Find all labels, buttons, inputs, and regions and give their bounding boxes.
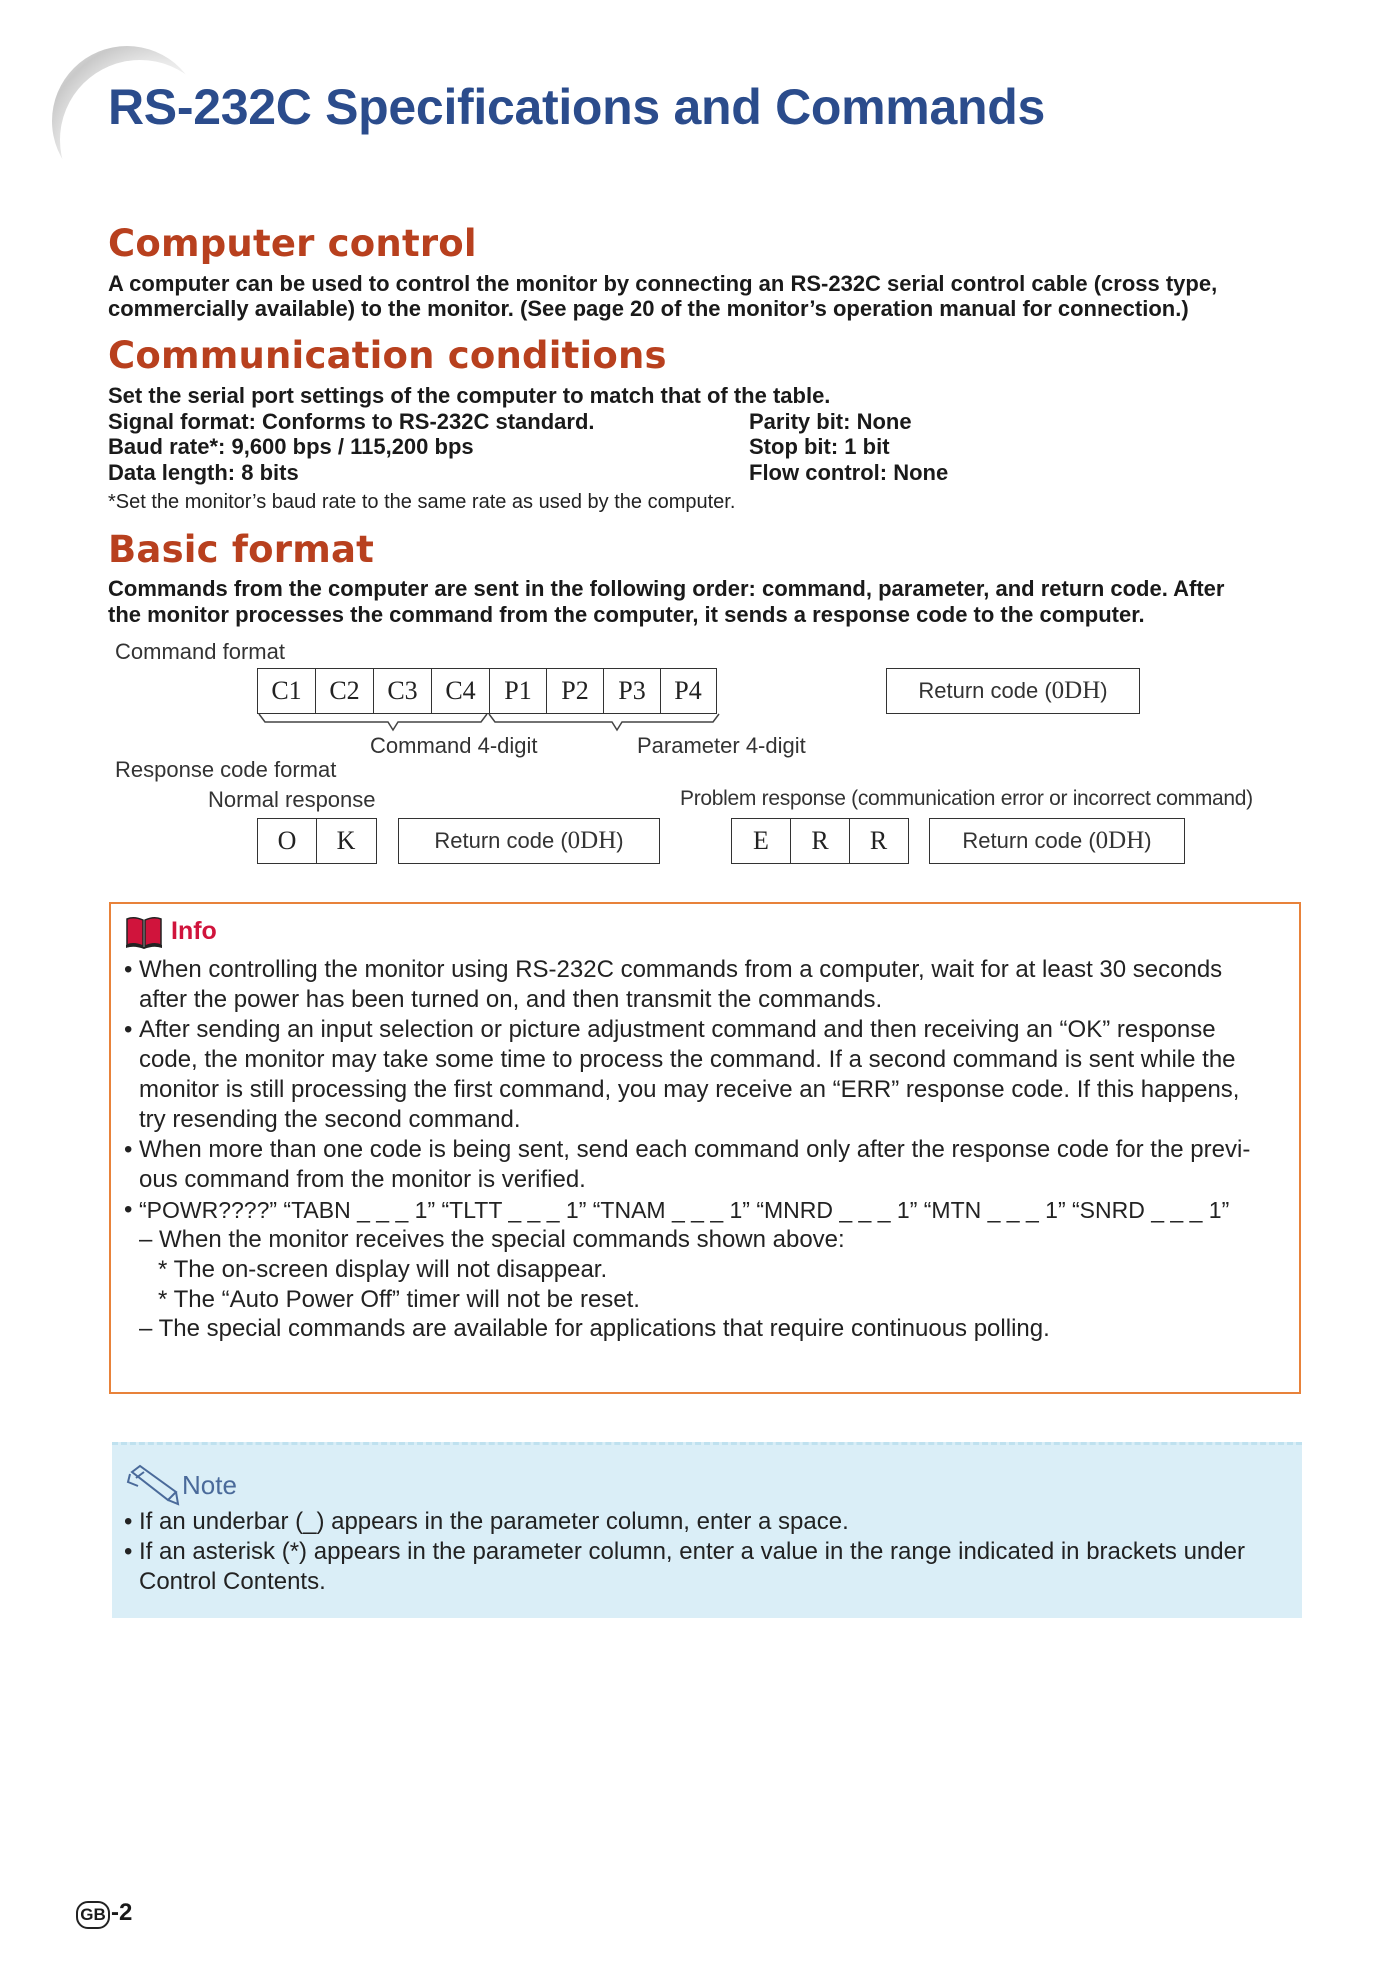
info-bullet-2-line-1: After sending an input selection or picture adjustment command and then receiving an “OK” response — [139, 1016, 1216, 1043]
page-number: -2 — [111, 1899, 133, 1926]
computer-control-text-2: commercially available) to the monitor. (See page 20 of the monitor’s operation manual for connection.) — [108, 296, 1189, 321]
return-code-prefix: Return code ( — [962, 828, 1096, 853]
problem-response-box — [731, 818, 909, 864]
info-bullet-4-line-1: “POWR????” “TABN _ _ _ 1” “TLTT _ _ _ 1” “TNAM _ _ _ 1” “MNRD _ _ _ 1” “MTN _ _ _ 1” “SNRD _ _ _ 1” — [139, 1197, 1230, 1223]
page-title: RS-232C Specifications and Commands — [108, 79, 1045, 135]
command-format-label: Command format — [115, 639, 285, 664]
region-badge: GB — [76, 1901, 110, 1929]
bullet-dot: • — [124, 1196, 133, 1223]
problem-response-label: Problem response (communication error or incorrect command) — [680, 787, 1253, 810]
response-cell: R — [869, 826, 888, 855]
note-bullet-2-line-2: Control Contents. — [139, 1568, 326, 1595]
info-sub-1b: * The “Auto Power Off” timer will not be reset. — [158, 1286, 640, 1313]
stop-bit: Stop bit: 1 bit — [749, 434, 890, 459]
book-icon — [124, 915, 164, 949]
info-bullet-2-line-3: monitor is still processing the first command, you may receive an “ERR” response code. If this happens, — [139, 1076, 1240, 1103]
response-cell: R — [791, 819, 850, 863]
info-bullet-2-line-4: try resending the second command. — [139, 1106, 521, 1133]
return-code-prefix: Return code ( — [918, 678, 1052, 703]
return-code-suffix: ) — [1144, 828, 1152, 853]
note-bullet-2-line-1: If an asterisk (*) appears in the parameter column, enter a value in the range indicated in brackets under — [139, 1538, 1245, 1565]
response-cell: O — [258, 819, 317, 863]
normal-response-label: Normal response — [208, 787, 376, 812]
command-format-box — [257, 668, 717, 714]
info-bullet-1-line-1: When controlling the monitor using RS-232C commands from a computer, wait for at least 30 seconds — [139, 956, 1223, 983]
info-title: Info — [171, 917, 217, 945]
basic-format-text-2: the monitor processes the command from the computer, it sends a response code to the computer. — [108, 602, 1145, 627]
computer-control-text-1: A computer can be used to control the monitor by connecting an RS-232C serial control cable (cross type, — [108, 271, 1218, 296]
data-length: Data length: 8 bits — [108, 460, 299, 485]
command-cell: C3 — [374, 669, 432, 713]
return-code-value: 0DH — [1095, 827, 1145, 854]
command-cell: C2 — [316, 669, 374, 713]
command-4-digit-label: Command 4-digit — [370, 733, 538, 758]
baud-footnote: *Set the monitor’s baud rate to the same rate as used by the computer. — [108, 491, 736, 513]
parameter-cell: P1 — [490, 669, 547, 713]
command-cell: C4 — [432, 669, 490, 713]
response-code-format-label: Response code format — [115, 757, 337, 782]
basic-format-heading: Basic format — [108, 528, 375, 571]
bullet-dot: • — [124, 956, 133, 983]
note-title: Note — [182, 1470, 237, 1500]
baud-rate: Baud rate*: 9,600 bps / 115,200 bps — [108, 434, 474, 459]
signal-format: Signal format: Conforms to RS-232C standard. — [108, 409, 595, 434]
response-cell: E — [732, 819, 791, 863]
command-cell: C1 — [258, 669, 316, 713]
return-code-suffix: ) — [616, 828, 624, 853]
response-cell: K — [336, 826, 356, 855]
info-bullet-1-line-2: after the power has been turned on, and then transmit the commands. — [139, 986, 883, 1013]
info-bullet-2-line-2: code, the monitor may take some time to process the command. If a second command is sent while the — [139, 1046, 1236, 1073]
info-sub-1a: * The on-screen display will not disappear. — [158, 1256, 608, 1283]
parameter-cell: P2 — [547, 669, 604, 713]
return-code-value: 0DH — [567, 827, 617, 854]
basic-format-text-1: Commands from the computer are sent in the following order: command, parameter, and return code. After — [108, 576, 1225, 601]
problem-return-code-box — [929, 818, 1185, 864]
bullet-dot: • — [124, 1538, 133, 1565]
return-code-value: 0DH — [1051, 677, 1101, 704]
info-bullet-3-line-2: ous command from the monitor is verified. — [139, 1166, 586, 1193]
parity-bit: Parity bit: None — [749, 409, 912, 434]
parameter-4-digit-label: Parameter 4-digit — [637, 733, 806, 758]
parameter-cell: P3 — [604, 669, 661, 713]
bullet-dot: • — [124, 1508, 133, 1535]
normal-response-box — [257, 818, 377, 864]
return-code-prefix: Return code ( — [434, 828, 568, 853]
communication-heading: Communication conditions — [108, 334, 667, 377]
return-code-box — [886, 668, 1140, 714]
bullet-dot: • — [124, 1136, 133, 1163]
note-bullet-1: If an underbar (_) appears in the parameter column, enter a space. — [139, 1508, 849, 1535]
bullet-dot: • — [124, 1016, 133, 1043]
communication-intro: Set the serial port settings of the computer to match that of the table. — [108, 383, 831, 408]
normal-return-code-box — [398, 818, 660, 864]
pencil-icon — [126, 1462, 182, 1506]
flow-control: Flow control: None — [749, 460, 949, 485]
computer-control-heading: Computer control — [108, 222, 477, 265]
info-sub-2: – The special commands are available for applications that require continuous polling. — [139, 1315, 1050, 1342]
parameter-cell: P4 — [674, 676, 702, 705]
return-code-suffix: ) — [1100, 678, 1108, 703]
info-sub-1: – When the monitor receives the special commands shown above: — [139, 1226, 845, 1253]
info-bullet-3-line-1: When more than one code is being sent, send each command only after the response code for the previ- — [139, 1136, 1251, 1163]
